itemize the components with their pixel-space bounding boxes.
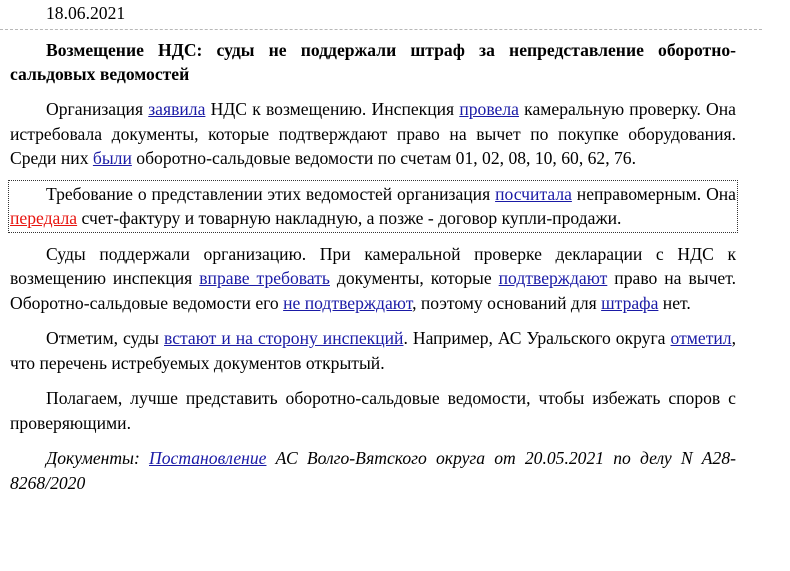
text: Суды поддержали организацию. При камеральной проверке декларации с НДС к возмещению инспекция — [10, 243, 736, 288]
text: Отметим, суды — [46, 328, 164, 348]
text: Организация — [46, 99, 149, 119]
link-ne-podtverzhdayut[interactable]: не подтверждают — [283, 292, 413, 313]
text: , что перечень истребуемых документов открытый. — [10, 328, 736, 373]
text: , поэтому оснований для — [412, 292, 602, 313]
text: камеральную проверку. Она истребовала документы, которые подтверждают право на вычет по покупке оборудования. Среди них — [10, 99, 736, 168]
text: счет-фактуру и товарную накладную, а позже - договор купли-продажи. — [77, 208, 622, 228]
link-peredala[interactable]: передала — [10, 208, 78, 228]
separator-line — [0, 29, 762, 30]
link-shtrafa[interactable]: штрафа — [601, 292, 659, 313]
text: оборотно-сальдовые ведомости по счетам 01, 02, 08, 10, 60, 62, 76. — [131, 148, 636, 168]
news-article — [10, 38, 736, 506]
text: НДС к возмещению. Инспекция — [205, 99, 460, 119]
link-postanovlenie[interactable]: Постановление — [149, 448, 267, 468]
text: документы, которые — [329, 268, 499, 288]
link-otmetil[interactable]: отметил — [670, 328, 732, 348]
paragraph-3 — [10, 242, 736, 316]
paragraph-1 — [10, 97, 736, 171]
article-title: Возмещение НДС: суды не поддержали штраф за непредставление оборотно-сальдовых ведомостей — [10, 40, 736, 84]
link-poschitala[interactable]: посчитала — [495, 183, 572, 204]
link-vstayut-na-storonu[interactable]: встают и на сторону инспекций — [164, 328, 404, 348]
link-byli[interactable]: были — [92, 148, 132, 168]
paragraph-4 — [10, 326, 736, 375]
text: нет. — [658, 292, 691, 313]
paragraph-2-focused — [10, 182, 736, 231]
text: . Например, АС Уральского округа — [403, 328, 671, 348]
text: право на вычет. Оборотно-сальдовые ведомости его — [10, 268, 737, 313]
text: Документы: — [46, 448, 150, 468]
link-zayavila[interactable]: заявила — [148, 99, 206, 119]
link-vprave-trebovat[interactable]: вправе требовать — [199, 268, 330, 288]
text: АС Волго-Вятского округа от 20.05.2021 по делу N А28-8268/2020 — [10, 448, 736, 493]
documents-line — [10, 446, 736, 495]
link-podtverzhdayut[interactable]: подтверждают — [498, 268, 608, 288]
text: Требование о представлении этих ведомостей организация — [46, 183, 496, 204]
link-provela[interactable]: провела — [459, 99, 519, 119]
news-date: 18.06.2021 — [46, 3, 126, 23]
paragraph-5: Полагаем, лучше представить оборотно-сальдовые ведомости, чтобы избежать споров с проверяющими. — [10, 388, 736, 433]
text: неправомерным. Она — [571, 183, 736, 204]
